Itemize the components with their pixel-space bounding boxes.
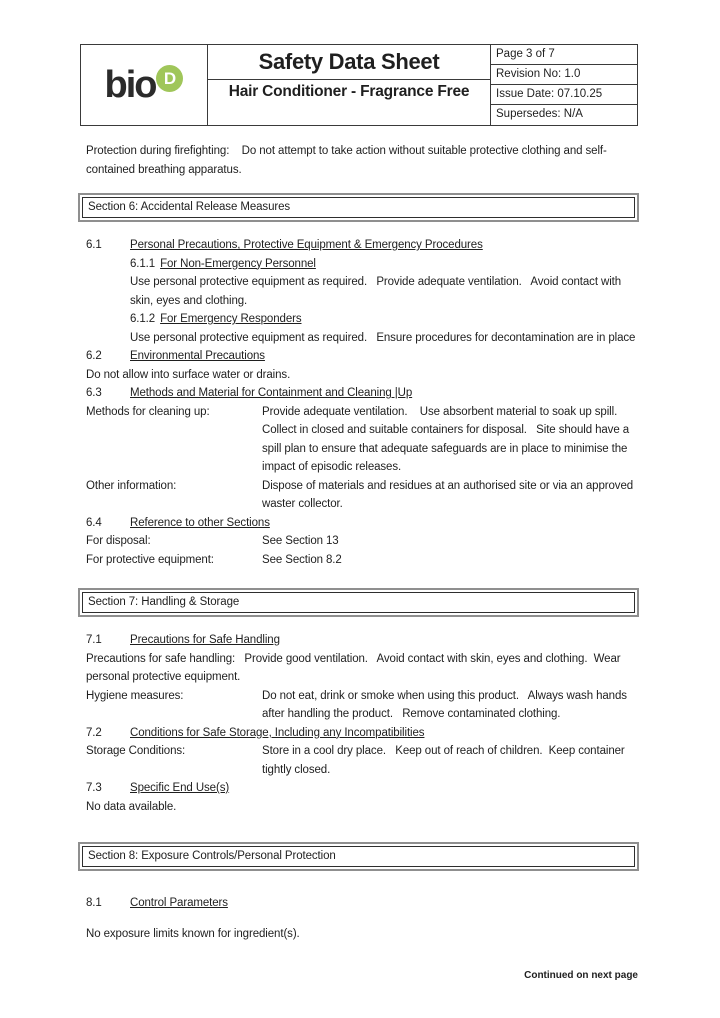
field-value: See Section 13 <box>262 535 339 547</box>
paragraph: Use personal protective equipment as required. Provide adequate ventilation. Avoid contact with skin, eyes and clothing. <box>130 276 625 307</box>
kv-row <box>86 742 638 779</box>
numbered-heading <box>130 310 638 329</box>
heading-title: For Non-Emergency Personnel <box>160 257 316 270</box>
field-label: Methods for cleaning up: <box>86 405 210 418</box>
numbered-heading <box>86 236 638 255</box>
section-header <box>78 588 639 617</box>
logo-text: bio <box>104 63 156 106</box>
heading-number: 7.1 <box>86 634 102 646</box>
field-value: Do not eat, drink or smoke when using this product. Always wash hands after handling the product. Remove contaminated clothing. <box>262 689 631 720</box>
numbered-heading <box>130 255 638 274</box>
heading-number: 6.1 <box>86 239 102 251</box>
kv-row <box>86 687 638 724</box>
field-value: Provide adequate ventilation. Use absorbent material to soak up spill. Collect in closed and suitable containers for disposal. Site should have a spill plan to ensure that adequate safeguards are in place to minimise the impact of episodic releases. <box>262 405 633 473</box>
heading-title: Reference to other Sections <box>130 516 270 529</box>
field-label: Hygiene measures: <box>86 689 184 702</box>
field-value: Store in a cool dry place. Keep out of reach of children. Keep container tightly closed. <box>262 745 628 776</box>
heading-number: 6.4 <box>86 516 102 529</box>
heading-title: Methods and Material for Containment and Cleaning |Up <box>130 387 413 399</box>
field-value: See Section 8.2 <box>262 553 342 566</box>
document-header-table <box>80 44 638 126</box>
heading-number: 6.1.1 <box>130 257 156 270</box>
header-info-row: Revision No: 1.0 <box>491 65 637 85</box>
heading-title: Specific End Use(s) <box>130 782 230 794</box>
bio-d-logo <box>104 63 184 106</box>
numbered-heading <box>86 384 638 403</box>
numbered-heading <box>86 779 638 798</box>
heading-title: For Emergency Responders <box>160 313 302 325</box>
paragraph: No exposure limits known for ingredient(s). <box>86 927 300 940</box>
heading-number: 6.2 <box>86 350 102 362</box>
paragraph: Use personal protective equipment as required. Ensure procedures for decontamination are in place <box>130 331 636 344</box>
kv-row <box>86 551 638 570</box>
heading-title: Precautions for Safe Handling <box>130 634 280 646</box>
header-info-row: Issue Date: 07.10.25 <box>491 85 637 105</box>
document-subtitle: Hair Conditioner - Fragrance Free <box>228 83 470 100</box>
paragraph: Protection during firefighting: Do not attempt to take action without suitable protective clothing and self-contained breathing apparatus. <box>86 145 607 176</box>
field-label: Storage Conditions: <box>86 745 186 757</box>
heading-title: Personal Precautions, Protective Equipment & Emergency Procedures <box>130 239 483 251</box>
heading-number: 7.3 <box>86 782 102 794</box>
heading-title: Control Parameters <box>130 897 228 909</box>
logo-cell <box>81 45 208 125</box>
heading-title: Environmental Precautions <box>130 350 265 362</box>
kv-row <box>86 532 638 551</box>
section-title: Section 6: Accidental Release Measures <box>82 197 635 218</box>
paragraph: No data available. <box>86 800 177 813</box>
heading-number: 6.1.2 <box>130 313 156 325</box>
paragraph: Precautions for safe handling: Provide good ventilation. Avoid contact with skin, eyes and clothing. Wear personal protective equipment. <box>86 652 624 683</box>
section-title: Section 8: Exposure Controls/Personal Protection <box>82 846 635 867</box>
continued-note: Continued on next page <box>524 970 638 981</box>
heading-number: 7.2 <box>86 726 102 739</box>
document-title: Safety Data Sheet <box>208 45 490 80</box>
document-body <box>86 142 638 986</box>
numbered-heading <box>86 347 638 366</box>
numbered-heading <box>86 724 638 743</box>
section-title: Section 7: Handling & Storage <box>82 592 635 613</box>
title-cell <box>208 45 491 125</box>
header-info-row: Supersedes: N/A <box>496 108 583 120</box>
field-label: For protective equipment: <box>86 553 214 566</box>
kv-row <box>86 477 638 514</box>
section-header <box>78 842 639 871</box>
field-label: For disposal: <box>86 535 151 547</box>
kv-row <box>86 403 638 477</box>
heading-number: 8.1 <box>86 897 102 909</box>
header-info-row: Page 3 of 7 <box>491 45 637 65</box>
numbered-heading <box>86 894 638 913</box>
numbered-heading <box>86 631 638 650</box>
field-value: Dispose of materials and residues at an authorised site or via an approved waster collector. <box>262 479 637 510</box>
numbered-heading <box>86 514 638 533</box>
paragraph: Do not allow into surface water or drains. <box>86 368 291 381</box>
logo-d-badge-icon: D <box>156 65 183 92</box>
header-info <box>491 45 637 125</box>
heading-title: Conditions for Safe Storage, Including any Incompatibilities <box>130 726 425 739</box>
section-header <box>78 193 639 222</box>
heading-number: 6.3 <box>86 387 102 399</box>
field-label: Other information: <box>86 479 177 492</box>
